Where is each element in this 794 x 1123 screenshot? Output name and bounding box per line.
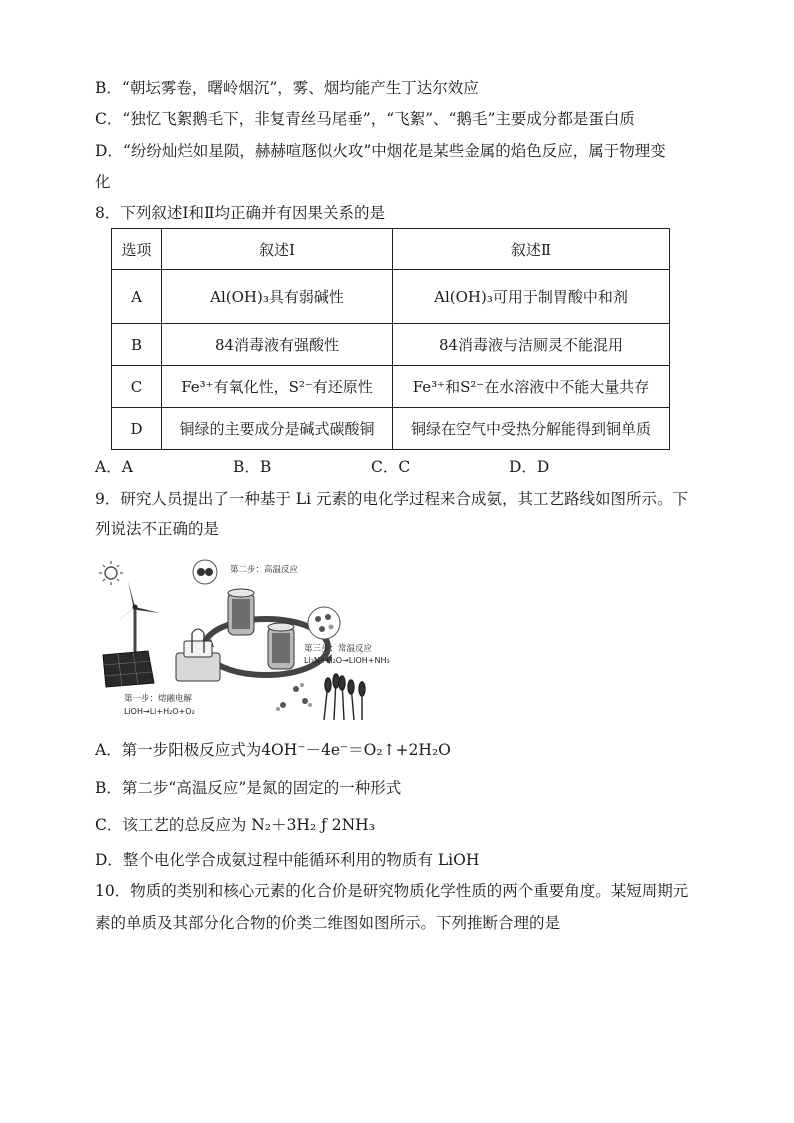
row-statement-1: 84消毒液有强酸性 bbox=[162, 324, 393, 366]
answer-b: B．B bbox=[233, 458, 272, 476]
step1-equation: LiOH→Li+H₂O+O₂ bbox=[124, 707, 195, 716]
q7-option-d-line2: 化 bbox=[95, 173, 111, 191]
nitrogen-molecule-icon bbox=[193, 560, 217, 584]
row-option: C bbox=[112, 366, 162, 408]
wheat-crop-icon bbox=[324, 674, 365, 720]
row-statement-1: 铜绿的主要成分是碱式碳酸铜 bbox=[162, 408, 393, 450]
q7-option-b: B．“朝坛雾卷，曙岭烟沉”，雾、烟均能产生丁达尔效应 bbox=[95, 79, 479, 97]
q9-option-a: A．第一步阳极反应式为4OH⁻－4e⁻＝O₂↑+2H₂O bbox=[95, 741, 451, 759]
header-statement-2: 叙述Ⅱ bbox=[393, 229, 670, 270]
solar-panel-icon bbox=[103, 651, 154, 687]
q9-stem-line2: 列说法不正确的是 bbox=[95, 520, 220, 538]
step3-label: 第三步：常温反应 bbox=[304, 644, 373, 654]
row-statement-2: 84消毒液与洁厕灵不能混用 bbox=[393, 324, 670, 366]
row-statement-2: 铜绿在空气中受热分解能得到铜单质 bbox=[393, 408, 670, 450]
q9-stem-line1: 9．研究人员提出了一种基于 Li 元素的电化学过程来合成氨，其工艺路线如图所示。下 bbox=[95, 490, 688, 508]
table-header-row bbox=[112, 229, 670, 270]
row-statement-1: Al(OH)₃具有弱碱性 bbox=[162, 270, 393, 324]
row-option: D bbox=[112, 408, 162, 450]
sun-icon bbox=[99, 561, 123, 585]
electrolysis-cell-icon bbox=[176, 629, 220, 681]
answer-c: C．C bbox=[371, 458, 411, 476]
table-row bbox=[112, 366, 670, 408]
row-statement-2: Al(OH)₃可用于制胃酸中和剂 bbox=[393, 270, 670, 324]
table-row bbox=[112, 324, 670, 366]
ammonia-process-figure bbox=[98, 555, 398, 725]
ammonia-molecule-icon bbox=[276, 683, 312, 711]
room-temp-reactor-icon bbox=[268, 623, 294, 669]
header-option: 选项 bbox=[112, 229, 162, 270]
row-option: A bbox=[112, 270, 162, 324]
q8-answer-options bbox=[95, 457, 549, 477]
q8-stem: 8．下列叙述Ⅰ和Ⅱ均正确并有因果关系的是 bbox=[95, 204, 386, 222]
table-row bbox=[112, 408, 670, 450]
step2-label: 第二步：高温反应 bbox=[230, 565, 299, 575]
q9-option-b: B．第二步“高温反应”是氮的固定的一种形式 bbox=[95, 779, 402, 797]
water-molecule-icon bbox=[308, 607, 340, 639]
table-row bbox=[112, 270, 670, 324]
step1-label: 第一步：熔融电解 bbox=[124, 694, 193, 704]
q10-stem-line1: 10．物质的类别和核心元素的化合价是研究物质化学性质的两个重要角度。某短周期元 bbox=[95, 882, 689, 900]
q8-table bbox=[111, 228, 670, 450]
answer-a: A．A bbox=[95, 458, 133, 476]
q9-option-c: C．该工艺的总反应为 N₂＋3H₂ ƒ 2NH₃ bbox=[95, 816, 375, 834]
row-option: B bbox=[112, 324, 162, 366]
header-statement-1: 叙述Ⅰ bbox=[162, 229, 393, 270]
high-temp-reactor-icon bbox=[228, 589, 254, 635]
q9-option-d: D．整个电化学合成氨过程中能循环利用的物质有 LiOH bbox=[95, 851, 480, 869]
answer-d: D．D bbox=[509, 458, 550, 476]
q10-stem-line2: 素的单质及其部分化合物的价类二维图如图所示。下列推断合理的是 bbox=[95, 914, 561, 932]
row-statement-1: Fe³⁺有氧化性，S²⁻有还原性 bbox=[162, 366, 393, 408]
row-statement-2: Fe³⁺和S²⁻在水溶液中不能大量共存 bbox=[393, 366, 670, 408]
q7-option-d-line1: D．“纷纷灿烂如星陨，赫赫喧豗似火攻”中烟花是某些金属的焰色反应，属于物理变 bbox=[95, 142, 666, 160]
q7-option-c: C．“独忆飞絮鹅毛下，非复青丝马尾垂”，“飞絮”、“鹅毛”主要成分都是蛋白质 bbox=[95, 110, 635, 128]
step3-equation: Li₃N+H₂O→LiOH+NH₃ bbox=[304, 656, 390, 665]
